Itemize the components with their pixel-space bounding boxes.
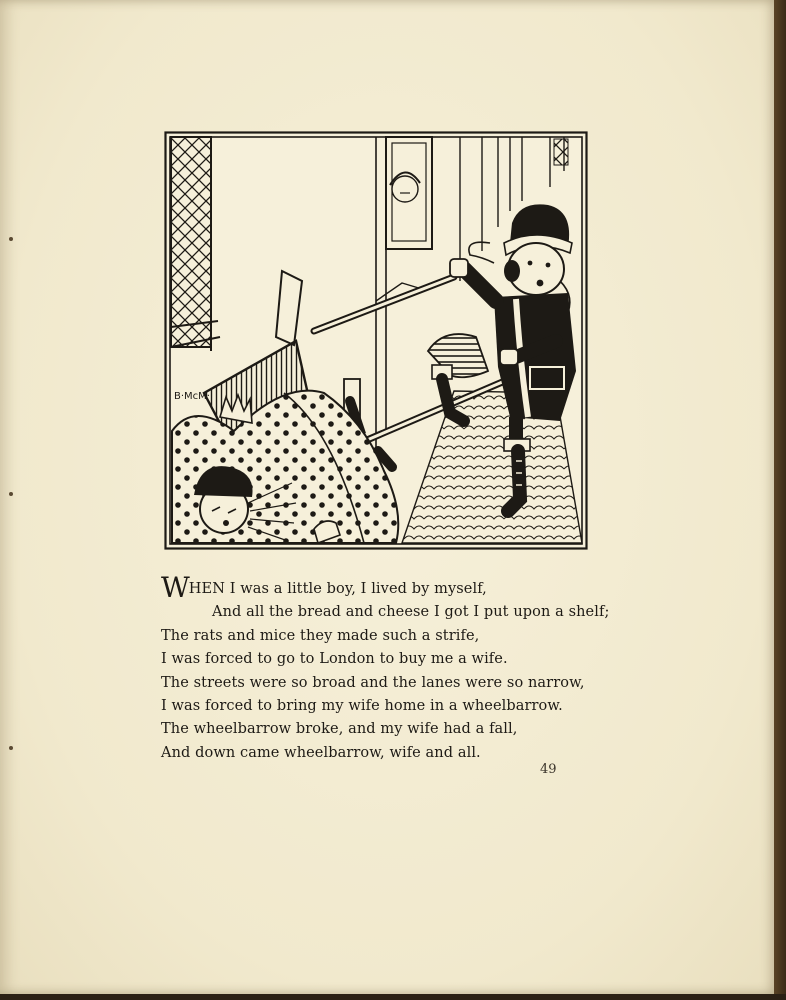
page-bottom-edge — [0, 994, 786, 1000]
binding-mark — [9, 237, 13, 241]
binding-mark — [9, 492, 13, 496]
drop-cap: W — [161, 571, 189, 604]
poem-line: The rats and mice they made such a strife, — [161, 627, 480, 644]
poem-line: And all the bread and cheese I got I put upon a shelf; — [212, 604, 610, 621]
poem-line — [161, 571, 621, 604]
first-line-text: HEN I was a little boy, I lived by myself, — [188, 581, 487, 597]
poem-line: I was forced to bring my wife home in a wheelbarrow. — [161, 698, 563, 715]
poem-line: The streets were so broad and the lanes were so narrow, — [161, 674, 585, 691]
binding-mark — [9, 746, 13, 750]
wheelbarrow-illustration — [164, 131, 588, 550]
poem-line: The wheelbarrow broke, and my wife had a fall, — [161, 721, 518, 738]
page-number: 49 — [540, 762, 557, 777]
artist-signature: B·McM· — [174, 391, 210, 402]
poem-line: And down came wheelbarrow, wife and all. — [161, 744, 481, 761]
poem-line: I was forced to go to London to buy me a wife. — [161, 651, 508, 668]
book-spine — [774, 0, 786, 1000]
poem-text — [161, 571, 621, 765]
